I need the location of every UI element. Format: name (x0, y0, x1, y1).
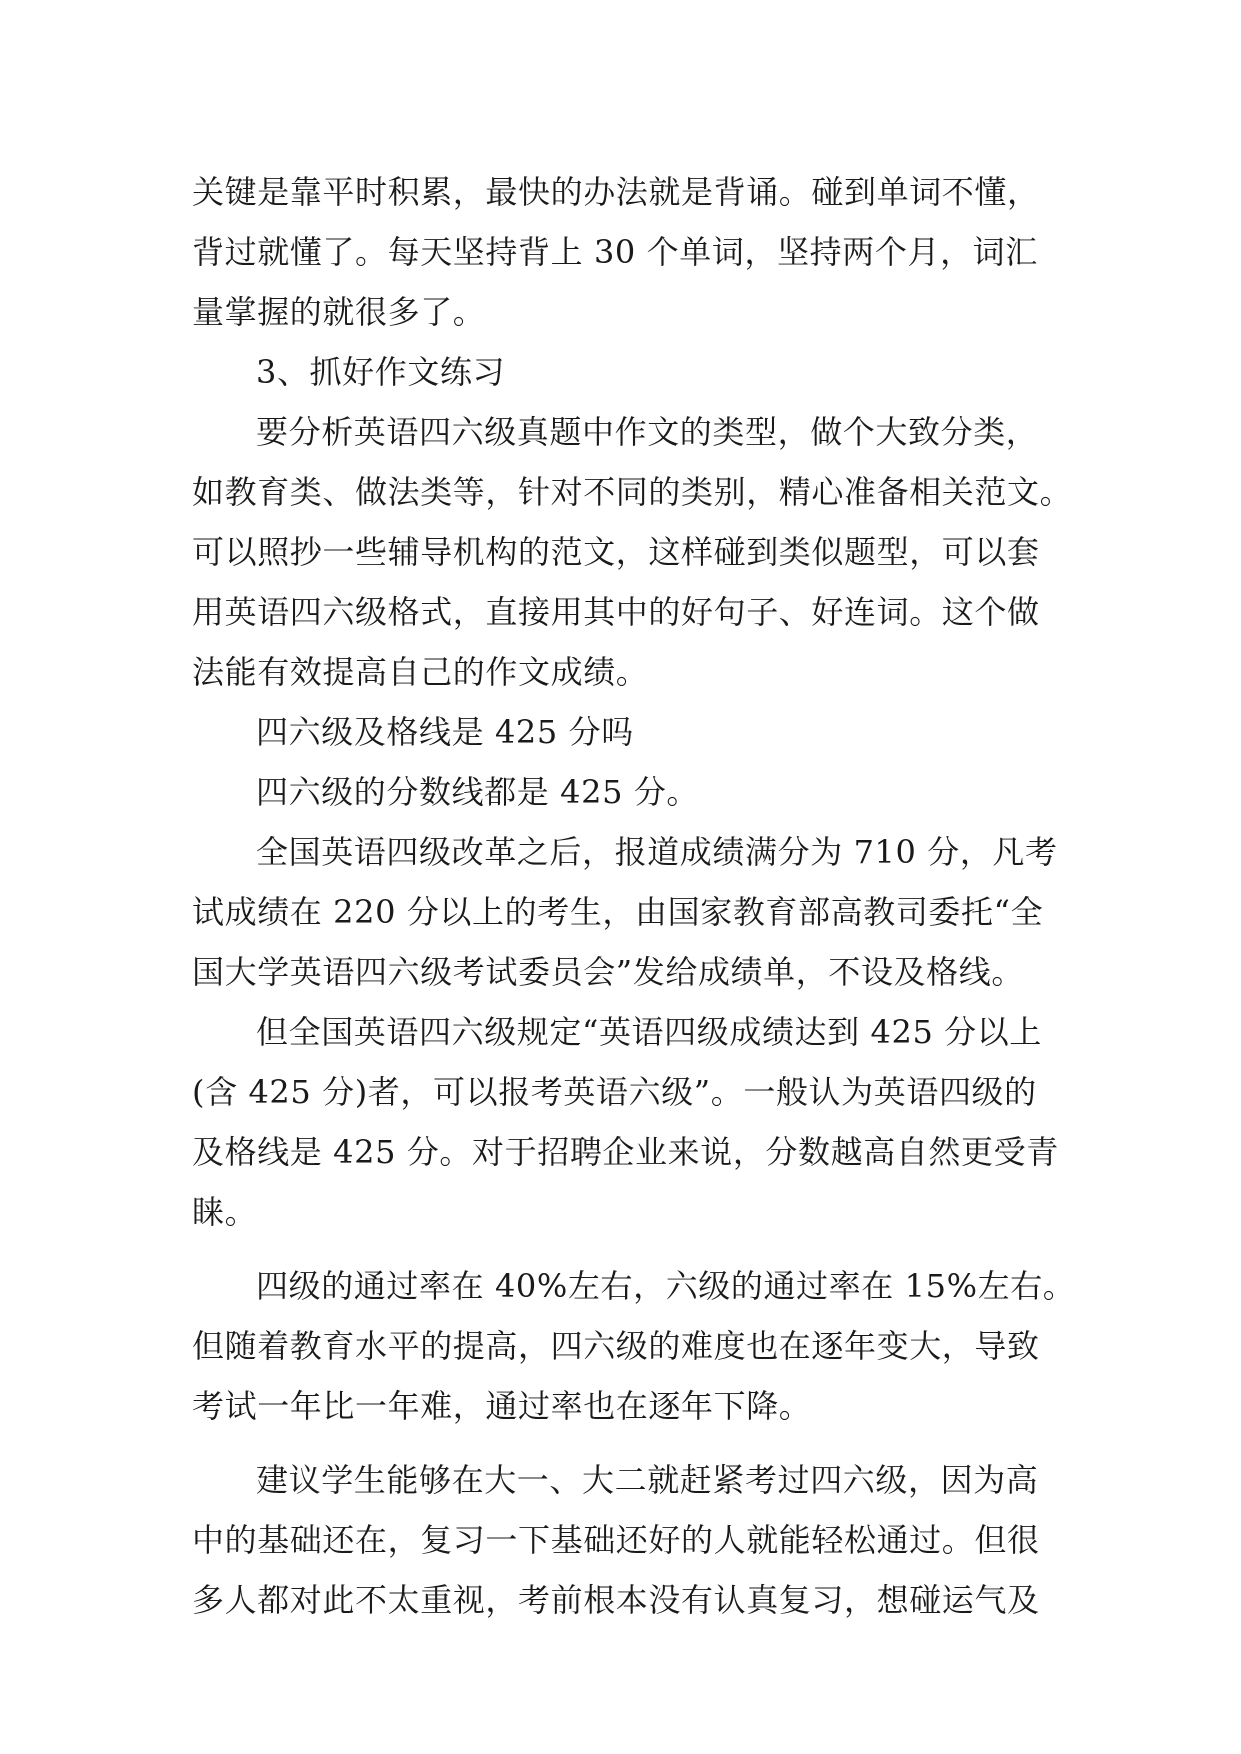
text-line: 背过就懂了。每天坚持背上 30 个单词，坚持两个月，词汇 (192, 233, 1038, 271)
text-line: 关键是靠平时积累，最快的办法就是背诵。碰到单词不懂， (192, 173, 1040, 211)
text-line: 要分析英语四六级真题中作文的类型，做个大致分类， (256, 413, 1039, 451)
text-line: 全国英语四级改革之后，报道成绩满分为 710 分，凡考 (256, 833, 1058, 871)
text-line: 考试一年比一年难，通过率也在逐年下降。 (192, 1387, 812, 1425)
section-heading: 四六级及格线是 425 分吗 (256, 713, 634, 751)
text-line: 如教育类、做法类等，针对不同的类别，精心准备相关范文。 (192, 473, 1073, 511)
text-line: 国大学英语四六级考试委员会”发给成绩单，不设及格线。 (192, 953, 1024, 991)
text-line: 中的基础还在，复习一下基础还好的人就能轻松通过。但很 (192, 1521, 1040, 1559)
section-heading: 3、抓好作文练习 (256, 353, 506, 391)
text-line: 可以照抄一些辅导机构的范文，这样碰到类似题型，可以套 (192, 533, 1040, 571)
text-line: 四六级的分数线都是 425 分。 (256, 773, 700, 811)
text-line: (含 425 分)者，可以报考英语六级”。一般认为英语四级的 (192, 1073, 1037, 1111)
text-line: 量掌握的就很多了。 (192, 293, 486, 331)
text-line: 试成绩在 220 分以上的考生，由国家教育部高教司委托“全 (192, 893, 1044, 931)
text-line: 法能有效提高自己的作文成绩。 (192, 653, 649, 691)
text-line: 四级的通过率在 40%左右，六级的通过率在 15%左右。 (256, 1267, 1076, 1305)
text-line: 但全国英语四六级规定“英语四级成绩达到 425 分以上 (256, 1013, 1042, 1051)
text-line: 但随着教育水平的提高，四六级的难度也在逐年变大，导致 (192, 1327, 1040, 1365)
text-line: 多人都对此不太重视，考前根本没有认真复习，想碰运气及 (192, 1581, 1040, 1619)
text-line: 用英语四六级格式，直接用其中的好句子、好连词。这个做 (192, 593, 1040, 631)
text-line: 建议学生能够在大一、大二就赶紧考过四六级，因为高 (256, 1461, 1039, 1499)
text-line: 睐。 (192, 1193, 258, 1231)
text-line: 及格线是 425 分。对于招聘企业来说，分数越高自然更受青 (192, 1133, 1059, 1171)
